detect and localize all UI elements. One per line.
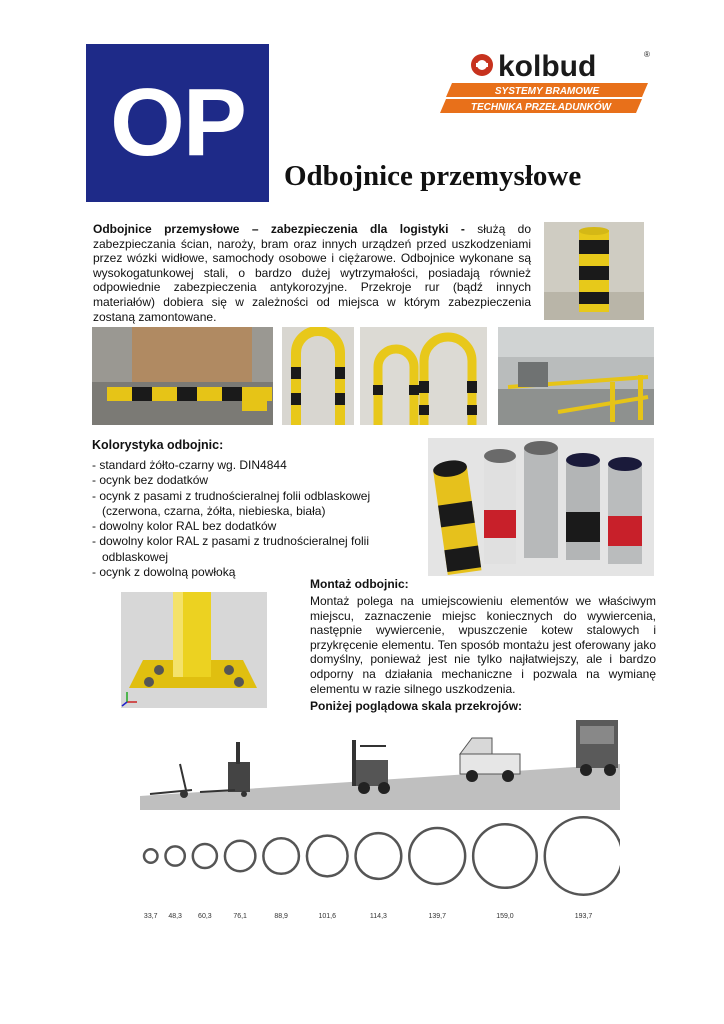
cross-section-circle xyxy=(225,841,255,871)
diameter-label: 76,1 xyxy=(233,913,247,920)
stacker-icon xyxy=(200,742,250,797)
cross-section-circle xyxy=(263,838,299,874)
logo-tagline-2: TECHNIKA PRZEŁADUNKÓW xyxy=(470,102,612,113)
colors-list-item: odblaskowej xyxy=(92,549,169,564)
logo-registered-mark: ® xyxy=(644,50,650,59)
diameter-label: 139,7 xyxy=(428,913,446,920)
photo-u-guard-single xyxy=(282,327,354,425)
page-title: Odbojnice przemysłowe xyxy=(284,160,582,192)
intro-body: służą do zabezpieczania ścian, naroży, bram oraz innych urządzeń przed uszkodzeniami przez wózki widłowe, samochody osobowe i ciężarowe. Odbojnice wykonane są wysokogatunkowej stali, o bardzo dużej wytrzymałości, posiadają również odpowiednie zabezpieczenia antykorozyjne. Przekroje rur (bądź innych materiałów) dobiera się w zależności od miejsca w którym zabezpieczenia zostaną zamontowane. xyxy=(93,222,531,324)
logo-tagline-1: SYSTEMY BRAMOWE xyxy=(494,86,600,97)
colors-list-item: (czerwona, czarna, żółta, niebieska, biała) xyxy=(92,503,326,518)
intro-paragraph xyxy=(93,222,531,324)
diameter-label: 33,7 xyxy=(143,913,158,920)
kolbud-logo xyxy=(432,43,652,115)
diameter-label: 193,7 xyxy=(574,913,593,920)
colors-list-item: - dowolny kolor RAL bez dodatków xyxy=(92,519,277,534)
colors-list-item: - ocynk bez dodatków xyxy=(92,473,209,488)
diameter-label: 114,3 xyxy=(369,913,387,920)
colors-list-item: - standard żółto-czarny wg. DIN4844 xyxy=(92,458,287,472)
logo-brand-text: kolbud xyxy=(498,50,597,83)
render-bollard-base xyxy=(121,592,267,708)
op-badge-text: OP xyxy=(110,69,245,176)
photo-u-guard-double xyxy=(360,327,487,425)
intro-lead: Odbojnice przemysłowe – zabezpieczenia dla logistyki - xyxy=(93,222,465,236)
diameter-label: 88,9 xyxy=(274,913,288,920)
cross-section-circle xyxy=(193,844,217,868)
mounting-heading: Montaż odbojnic: xyxy=(310,577,409,591)
cross-section-scale xyxy=(140,716,620,944)
cross-section-circle xyxy=(409,828,465,884)
colors-list-item: - ocynk z pasami z trudnościeralnej folii odblaskowej xyxy=(92,488,371,503)
photo-colored-tubes xyxy=(428,438,654,576)
cross-section-circle xyxy=(545,817,620,894)
truck-icon xyxy=(576,720,618,776)
mounting-paragraph: Montaż polega na umiejscowieniu elementów we właściwym miejscu, zaznaczenie miejsc koniecznych do wywiercenia, następnie wywiercenie, wpuszczenie kotew stalowych i przykręcenie elementu. Ten sposób montażu jest oferowany jako domyślny, ponieważ jest nie tylko najłatwiejszy, ale i bardzo odporny na działania mechaniczne i pozwala na wymianę elementu w razie silnego uszkodzenia. xyxy=(310,594,656,696)
colors-heading: Kolorystyka odbojnic: xyxy=(92,438,224,452)
photo-bollard xyxy=(544,222,644,320)
op-badge xyxy=(86,44,269,202)
colors-list-item: - ocynk z dowolną powłoką xyxy=(92,565,236,580)
scale-heading: Poniżej poglądowa skala przekrojów: xyxy=(310,699,523,713)
cross-section-circle xyxy=(356,833,402,879)
colors-list-item: - dowolny kolor RAL z pasami z trudnościeralnej folii xyxy=(92,534,370,549)
cross-section-circle xyxy=(144,849,157,862)
photo-barrier-pallet xyxy=(92,327,273,425)
photo-warehouse-rails xyxy=(498,327,654,425)
cross-section-circle xyxy=(473,824,537,888)
forklift-icon xyxy=(352,740,390,794)
diameter-label: 101,6 xyxy=(318,913,337,920)
cross-section-circle xyxy=(165,846,184,865)
pallet-jack-icon xyxy=(150,764,192,797)
cross-section-circle xyxy=(307,836,348,877)
diameter-label: 48,3 xyxy=(168,913,182,920)
diameter-label: 60,3 xyxy=(198,913,212,920)
colors-list xyxy=(92,458,392,580)
diameter-label: 159,0 xyxy=(496,913,514,920)
